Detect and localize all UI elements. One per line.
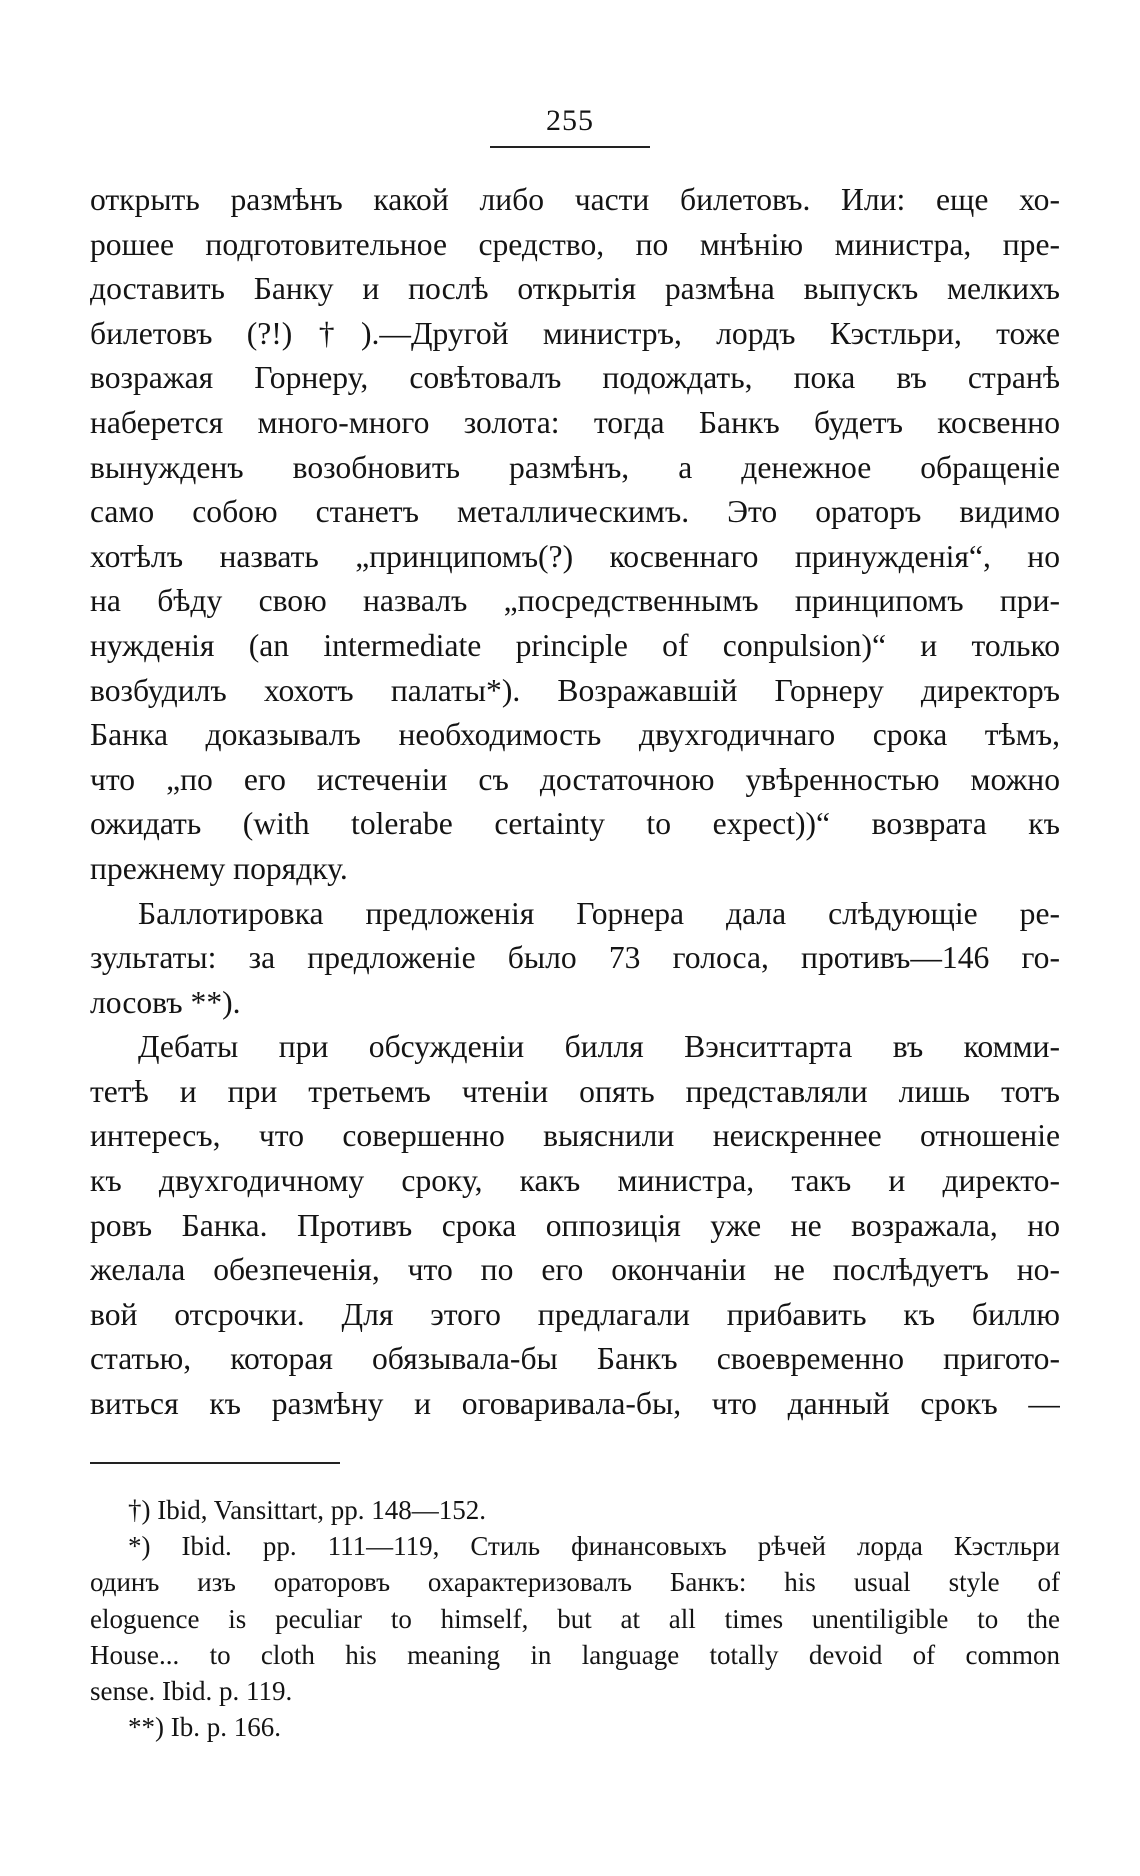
text-line: ровъ Банка. Противъ срока оппозиція уже не возражала, но bbox=[90, 1207, 1060, 1243]
footnote-line: House... to cloth his meaning in language totally devoid of common bbox=[90, 1639, 1060, 1670]
footnote-line: eloguence is peculiar to himself, but at all times unentiligible to the bbox=[90, 1603, 1060, 1634]
footnote-line: **) Ib. p. 166. bbox=[128, 1712, 281, 1743]
text-line: наберется много-много золота: тогда Банкъ будетъ косвенно bbox=[90, 404, 1060, 440]
text-line: доставить Банку и послѣ открытія размѣна выпускъ мелкихъ bbox=[90, 271, 1060, 307]
text-line: зультаты: за предложеніе было 73 голоса, противъ—146 го- bbox=[90, 940, 1060, 976]
text-line: прежнему порядку. bbox=[90, 850, 348, 886]
text-line: статью, которая обязывала-бы Банкъ своевременно пригото- bbox=[90, 1341, 1060, 1377]
text-line: нужденія (an intermediate principle of conpulsion)“ и только bbox=[90, 627, 1060, 663]
footnote-separator bbox=[90, 1462, 340, 1464]
footnote-line: *) Ibid. pp. 111—119, Стиль финансовыхъ рѣчей лорда Кэстльри bbox=[128, 1531, 1060, 1562]
page-number-underline bbox=[490, 146, 650, 148]
text-line: виться къ размѣну и оговаривала-бы, что данный срокъ — bbox=[90, 1386, 1060, 1422]
text-line: интересъ, что совершенно выяснили неискреннее отношеніе bbox=[90, 1118, 1060, 1154]
text-line: лосовъ **). bbox=[90, 984, 241, 1020]
text-line: къ двухгодичному сроку, какъ министра, такъ и директо- bbox=[90, 1163, 1060, 1199]
footnote-line: sense. Ibid. p. 119. bbox=[90, 1676, 293, 1707]
text-line: Баллотировка предложенія Горнера дала слѣдующіе ре- bbox=[138, 895, 1060, 931]
text-line: открыть размѣнъ какой либо части билетовъ. Или: еще хо- bbox=[90, 182, 1060, 217]
text-line: возбудилъ хохотъ палаты*). Возражавшій Горнеру директоръ bbox=[90, 672, 1060, 708]
text-line: хотѣлъ назвать „принципомъ(?) косвеннаго принужденія“, но bbox=[90, 538, 1060, 574]
text-line: что „по его истеченіи съ достаточною увѣренностью можно bbox=[90, 761, 1060, 797]
text-line: рошее подготовительное средство, по мнѣнію министра, пре- bbox=[90, 226, 1060, 262]
text-line: вынужденъ возобновить размѣнъ, а денежное обращеніе bbox=[90, 449, 1060, 485]
footnote-line: †) Ibid, Vansittart, pp. 148—152. bbox=[128, 1495, 486, 1525]
text-line: само собою станетъ металлическимъ. Это ораторъ видимо bbox=[90, 494, 1060, 530]
footnotes bbox=[90, 1492, 1060, 1745]
text-line: Банка доказывалъ необходимость двухгодичнаго срока тѣмъ, bbox=[90, 717, 1060, 753]
main-text bbox=[90, 178, 1060, 1427]
text-line: ожидать (with tolerabe certainty to expect))“ возврата къ bbox=[90, 806, 1060, 842]
footnote-line: одинъ изъ ораторовъ охарактеризовалъ Банкъ: his usual style of bbox=[90, 1567, 1060, 1598]
text-line: Дебаты при обсужденіи билля Вэнситтарта въ комми- bbox=[138, 1029, 1060, 1065]
text-line: возражая Горнеру, совѣтовалъ подождать, пока въ странѣ bbox=[90, 360, 1060, 396]
text-line: вой отсрочки. Для этого предлагали прибавить къ биллю bbox=[90, 1296, 1060, 1332]
text-line: желала обезпеченія, что по его окончаніи не послѣдуетъ но- bbox=[90, 1252, 1060, 1288]
page-number: 255 bbox=[546, 104, 594, 137]
text-line: билетовъ (?!)†).—Другой министръ, лордъ Кэстльри, тоже bbox=[90, 315, 1060, 351]
text-line: на бѣду свою назвалъ „посредственнымъ принципомъ при- bbox=[90, 583, 1060, 619]
text-line: тетѣ и при третьемъ чтеніи опять представляли лишь тотъ bbox=[90, 1073, 1060, 1109]
